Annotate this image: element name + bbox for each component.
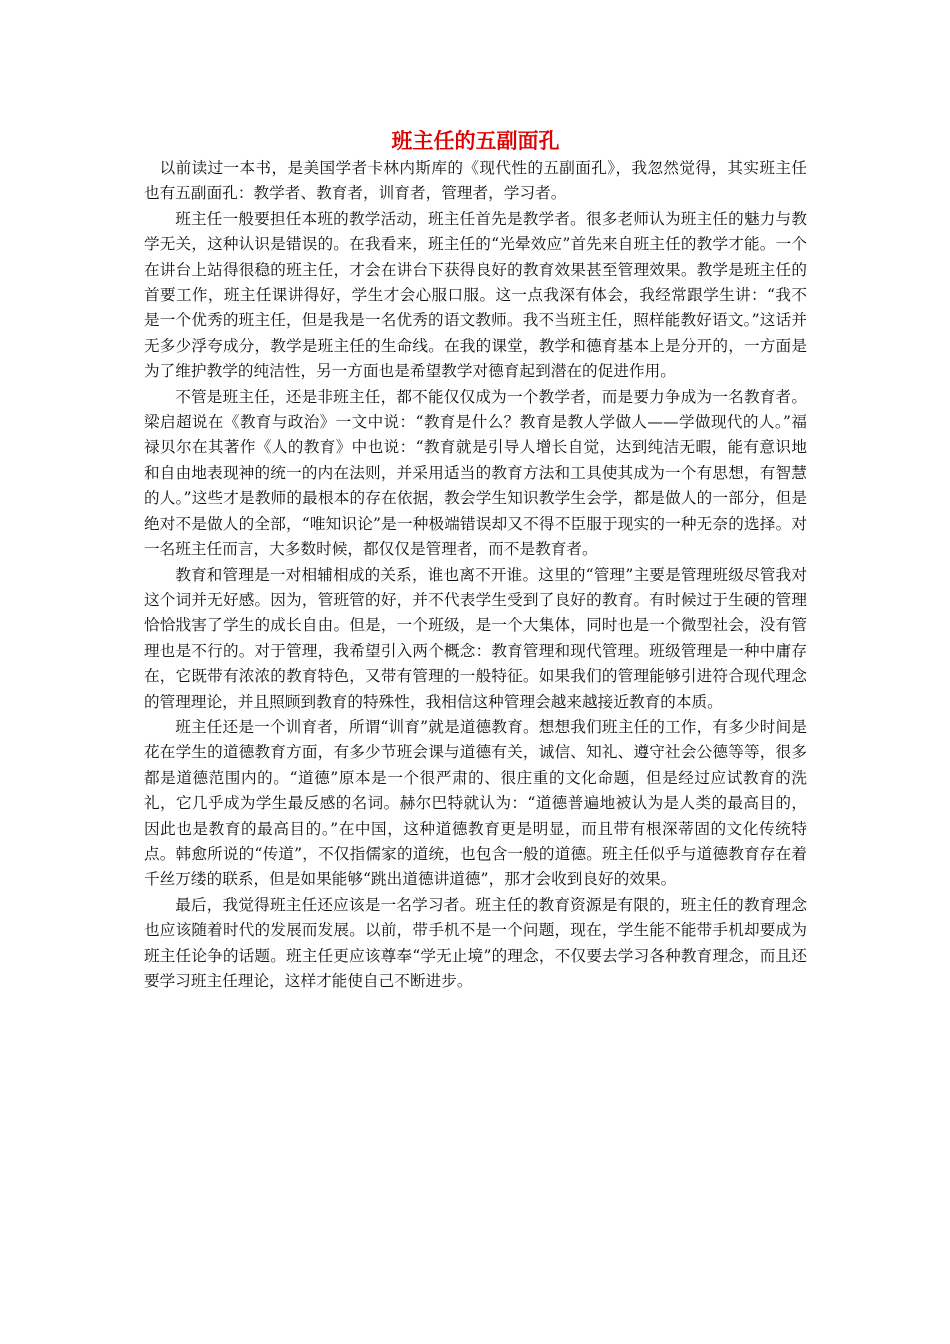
paragraph-moral-educator: 班主任还是一个训育者，所谓“训育”就是道德教育。想想我们班主任的工作，有多少时间是花在学生的道德教育方面，有多少节班会课与道德有关，诚信、知礼、遵守社会公德等等，很多都是道德范围内的。“道德”原本是一个很严肃的、很庄重的文化命题，但是经过应试教育的洗礼，它几乎成为学生最反感的名词。赫尔巴特就认为：“道德普遍地被认为是人类的最高目的，因此也是教育的最高目的。”在中国，这种道德教育更是明显，而且带有根深蒂固的文化传统特点。韩愈所说的“传道”，不仅指儒家的道统，也包含一般的道德。班主任似乎与道德教育存在着千丝万缕的联系，但是如果能够“跳出道德讲道德”，那才会收到良好的效果。 [144,717,807,889]
paragraph-manager: 教育和管理是一对相辅相成的关系，谁也离不开谁。这里的“管理”主要是管理班级尽管我对这个词并无好感。因为，管班管的好，并不代表学生受到了良好的教育。有时候过于生硬的管理恰恰戕害了学生的成长自由。但是，一个班级，是一个大集体，同时也是一个微型社会，没有管理也是不行的。对于管理，我希望引入两个概念：教育管理和现代管理。班级管理是一种中庸存在，它既带有浓浓的教育特色，又带有管理的一般特征。如果我们的管理能够引进符合现代理念的管理理论，并且照顾到教育的特殊性，我相信这种管理会越来越接近教育的本质。 [144,565,807,711]
paragraph-teacher: 班主任一般要担任本班的教学活动，班主任首先是教学者。很多老师认为班主任的魅力与教学无关，这种认识是错误的。在我看来，班主任的“光晕效应”首先来自班主任的教学才能。一个在讲台上站得很稳的班主任，才会在讲台下获得良好的教育效果甚至管理效果。教学是班主任的首要工作，班主任课讲得好，学生才会心服口服。这一点我深有体会，我经常跟学生讲：“我不是一个优秀的班主任，但是我是一名优秀的语文教师。我不当班主任，照样能教好语文。”这话并无多少浮夸成分，教学是班主任的生命线。在我的课堂，教学和德育基本上是分开的，一方面是为了维护教学的纯洁性，另一方面也是希望教学对德育起到潜在的促进作用。 [144,209,807,381]
document-title: 班主任的五副面孔 [391,128,560,153]
document-page [144,126,807,994]
paragraph-learner: 最后，我觉得班主任还应该是一名学习者。班主任的教育资源是有限的，班主任的教育理念也应该随着时代的发展而发展。以前，带手机不是一个问题，现在，学生能不能带手机却要成为班主任论争的话题。班主任更应该尊奉“学无止境”的理念，不仅要去学习各种教育理念，而且还要学习班主任理论，这样才能使自己不断进步。 [144,895,807,990]
paragraph-intro: 以前读过一本书，是美国学者卡林内斯库的《现代性的五副面孔》，我忽然觉得，其实班主任也有五副面孔：教学者、教育者，训育者，管理者，学习者。 [144,159,807,203]
paragraph-educator: 不管是班主任，还是非班主任，都不能仅仅成为一个教学者，而是要力争成为一名教育者。梁启超说在《教育与政治》一文中说：“教育是什么？教育是教人学做人——学做现代的人。”福禄贝尔在其著作《人的教育》中也说：“教育就是引导人增长自觉，达到纯洁无暇，能有意识地和自由地表现神的统一的内在法则，并采用适当的教育方法和工具使其成为一个有思想，有智慧的人。”这些才是教师的最根本的存在依据，教会学生知识教学生会学，都是做人的一部分，但是绝对不是做人的全部，“唯知识论”是一种极端错误却又不得不臣服于现实的一种无奈的选择。对一名班主任而言，大多数时候，都仅仅是管理者，而不是教育者。 [144,387,807,559]
